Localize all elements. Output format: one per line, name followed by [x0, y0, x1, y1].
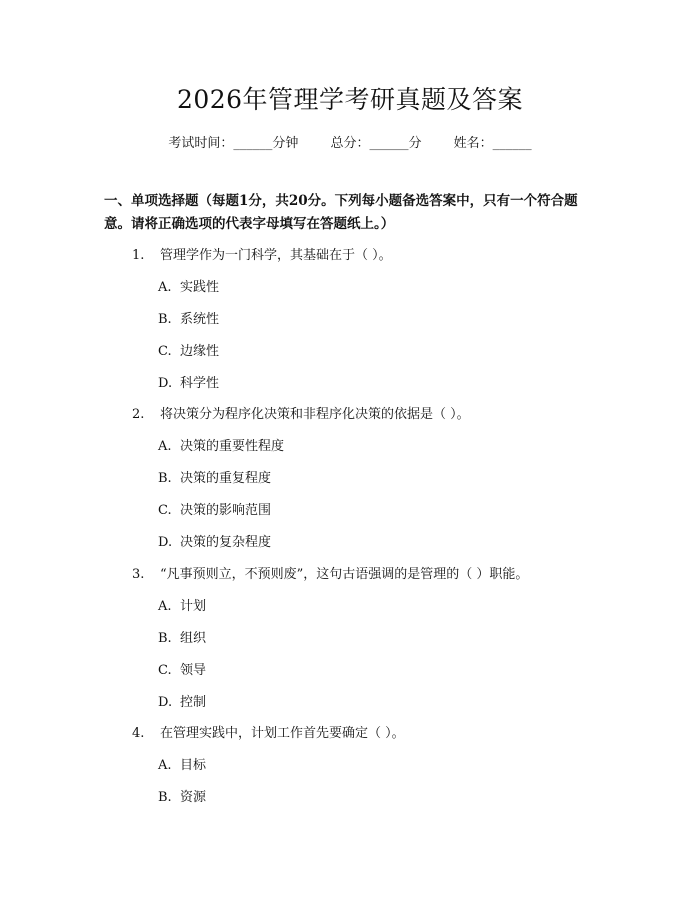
question-2-option-b — [158, 467, 271, 486]
question-number: 1. — [132, 248, 145, 263]
option-letter: B. — [158, 790, 172, 805]
question-3-option-c — [158, 659, 206, 678]
exam-meta-line — [0, 132, 700, 151]
option-letter: A. — [158, 758, 172, 773]
total-score-label: 总分： — [330, 136, 370, 151]
exam-time-blank: ______ — [233, 136, 273, 151]
exam-time-unit: 分钟 — [272, 136, 299, 151]
option-text: 系统性 — [180, 312, 220, 327]
option-text: 实践性 — [180, 280, 220, 295]
option-letter: C. — [158, 344, 172, 359]
question-1-option-c — [158, 340, 219, 359]
option-text: 计划 — [180, 599, 207, 614]
option-letter: B. — [158, 471, 172, 486]
option-text: 边缘性 — [180, 344, 220, 359]
question-2-option-d — [158, 531, 271, 550]
option-letter: C. — [158, 663, 172, 678]
question-2 — [132, 403, 470, 422]
option-letter: A. — [158, 599, 172, 614]
name-field — [454, 132, 532, 151]
question-1-option-b — [158, 308, 219, 327]
option-letter: D. — [158, 535, 173, 550]
document-title: 2026年管理学考研真题及答案 — [176, 85, 524, 114]
question-1 — [132, 244, 392, 263]
question-4-option-b — [158, 786, 206, 805]
option-text: 科学性 — [180, 376, 220, 391]
option-letter: B. — [158, 631, 172, 646]
total-score-blank: ______ — [369, 136, 409, 151]
option-text: 目标 — [180, 758, 207, 773]
exam-time-label: 考试时间： — [168, 136, 234, 151]
question-number: 2. — [132, 407, 145, 422]
option-letter: A. — [158, 439, 172, 454]
exam-time-field — [168, 132, 298, 151]
option-letter: B. — [158, 312, 172, 327]
question-3 — [132, 563, 528, 582]
option-text: 决策的重要性程度 — [180, 439, 285, 454]
option-text: 决策的影响范围 — [180, 503, 272, 518]
option-text: 组织 — [180, 631, 207, 646]
option-letter: A. — [158, 280, 172, 295]
option-letter: D. — [158, 376, 173, 391]
question-3-option-b — [158, 627, 206, 646]
question-3-option-a — [158, 595, 206, 614]
question-text: 管理学作为一门科学，其基础在于（ ）。 — [160, 248, 392, 263]
question-number: 3. — [132, 567, 145, 582]
option-text: 决策的复杂程度 — [180, 535, 272, 550]
total-score-field — [330, 132, 421, 151]
question-text: 在管理实践中，计划工作首先要确定（ ）。 — [160, 726, 405, 741]
option-text: 决策的重复程度 — [180, 471, 272, 486]
section-heading: 一、单项选择题（每题1分，共20分。下列每小题备选答案中，只有一个符合题意。请将正确选项的代表字母填写在答题纸上。） — [104, 193, 578, 232]
question-text: “凡事预则立，不预则废”，这句古语强调的是管理的（ ）职能。 — [160, 567, 529, 582]
question-1-option-a — [158, 276, 219, 295]
option-letter: D. — [158, 695, 173, 710]
option-text: 资源 — [180, 790, 207, 805]
name-label: 姓名： — [453, 136, 493, 151]
name-blank: ______ — [492, 136, 532, 151]
option-text: 领导 — [180, 663, 207, 678]
question-1-option-d — [158, 372, 219, 391]
question-2-option-a — [158, 435, 284, 454]
question-number: 4. — [132, 726, 145, 741]
question-3-option-d — [158, 691, 206, 710]
option-text: 控制 — [180, 695, 207, 710]
total-score-unit: 分 — [408, 136, 422, 151]
question-4 — [132, 722, 405, 741]
option-letter: C. — [158, 503, 172, 518]
question-text: 将决策分为程序化决策和非程序化决策的依据是（ ）。 — [160, 407, 470, 422]
question-4-option-a — [158, 754, 206, 773]
question-2-option-c — [158, 499, 271, 518]
